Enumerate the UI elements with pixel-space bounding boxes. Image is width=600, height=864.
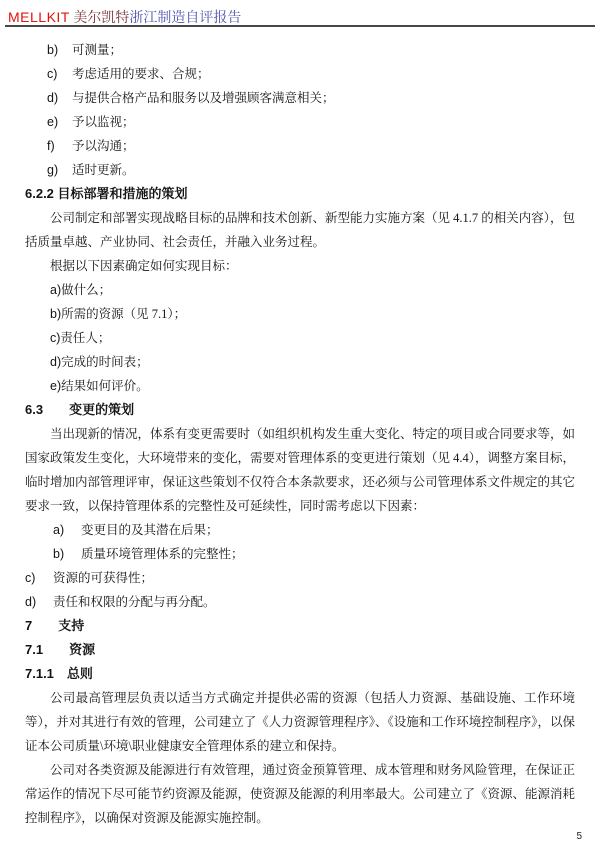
list-item (25, 542, 575, 566)
document-title: 浙江制造自评报告 (129, 11, 242, 26)
list-item (25, 278, 575, 302)
list-item-marker: g) (47, 163, 59, 177)
page-number: 5 (576, 831, 582, 842)
list-item-text: 责任人； (60, 331, 111, 345)
paragraph: 当出现新的情况，体系有变更需要时（如组织机构发生重大变化、特定的项目或合同要求等，如国家政策发生变化，大环境带来的变化，需要对管理体系的变更进行策划（见 4.4），调整方案目标，临时增加内部管理评审，保证这些策划不仅符合本条款要求，还必须与公司管理体系文件规定的其它要求一致，以保持管理体系的完整性及可延续性，同时需考虑以下因素： (25, 427, 576, 513)
list-item (25, 38, 575, 62)
list-item-text: 责任和权限的分配与再分配。 (53, 595, 216, 609)
list-item-text: 予以监视； (72, 115, 135, 129)
list-item-text: 做什么； (61, 283, 112, 297)
list-item-marker: e) (47, 115, 59, 129)
list-item-marker: b) (53, 547, 65, 561)
list-item (25, 62, 575, 86)
list-item-marker: b) (50, 307, 62, 321)
section-heading: 6.2.2 目标部署和措施的策划 (25, 186, 188, 201)
list-item (25, 374, 575, 398)
list-item-text: 所需的资源（见 7.1）； (61, 307, 187, 321)
list-item-text: 适时更新。 (72, 163, 135, 177)
list-item-text: 可测量； (72, 43, 123, 57)
list-item-text: 予以沟通； (72, 139, 135, 153)
list-item-text: 完成的时间表； (61, 355, 149, 369)
paragraph: 公司制定和部署实现战略目标的品牌和技术创新、新型能力实施方案（见 4.1.7 的相关内容），包括质量卓越、产业协同、社会责任，并融入业务过程。 (25, 211, 576, 249)
section-heading: 7 支持 (25, 618, 85, 633)
list-item (25, 302, 575, 326)
list-item-marker: c) (50, 331, 61, 345)
list-item-text: 结果如何评价。 (61, 379, 149, 393)
list-item-text: 与提供合格产品和服务以及增强顾客满意相关； (72, 91, 335, 105)
list-item (25, 590, 575, 614)
list-item (25, 110, 575, 134)
list-item-marker: f) (47, 139, 55, 153)
list-item-marker: d) (50, 355, 62, 369)
list-item (25, 566, 575, 590)
page-header (8, 7, 592, 27)
paragraph: 公司对各类资源及能源进行有效管理，通过资金预算管理、成本管理和财务风险管理，在保证正常运作的情况下尽可能节约资源及能源，使资源及能源的利用率最大。公司建立了《资源、能源消耗控制程序》，以确保对资源及能源实施控制。 (25, 763, 576, 825)
header-divider-line (5, 25, 595, 27)
list-item-marker: d) (47, 91, 59, 105)
list-item-marker: b) (47, 43, 59, 57)
list-item-marker: c) (47, 67, 58, 81)
list-item-marker: a) (53, 523, 65, 537)
brand-name-chinese: 美尔凯特 (69, 11, 130, 26)
document-body (25, 38, 575, 830)
section-heading: 7.1 资源 (25, 642, 96, 657)
list-item (25, 86, 575, 110)
section-heading: 6.3 变更的策划 (25, 402, 135, 417)
list-item-marker: d) (25, 595, 37, 609)
list-item-marker: c) (25, 571, 36, 585)
list-item (25, 518, 575, 542)
section-heading: 7.1.1 总则 (25, 666, 93, 681)
brand-logo-text: MELLKIT (8, 9, 70, 25)
list-item-marker: e) (50, 379, 62, 393)
list-item-text: 变更目的及其潜在后果； (81, 523, 219, 537)
paragraph: 公司最高管理层负责以适当方式确定并提供必需的资源（包括人力资源、基础设施、工作环境等），并对其进行有效的管理，公司建立了《人力资源管理程序》、《设施和工作环境控制程序》，以保证本公司质量\环境\职业健康安全管理体系的建立和保持。 (25, 691, 576, 753)
list-item-text: 考虑适用的要求、合规； (72, 67, 210, 81)
list-item-text: 质量环境管理体系的完整性； (81, 547, 244, 561)
paragraph: 根据以下因素确定如何实现目标： (50, 259, 238, 273)
list-item (25, 326, 575, 350)
list-item (25, 134, 575, 158)
list-item-text: 资源的可获得性； (53, 571, 154, 585)
list-item-marker: a) (50, 283, 62, 297)
list-item (25, 350, 575, 374)
list-item (25, 158, 575, 182)
